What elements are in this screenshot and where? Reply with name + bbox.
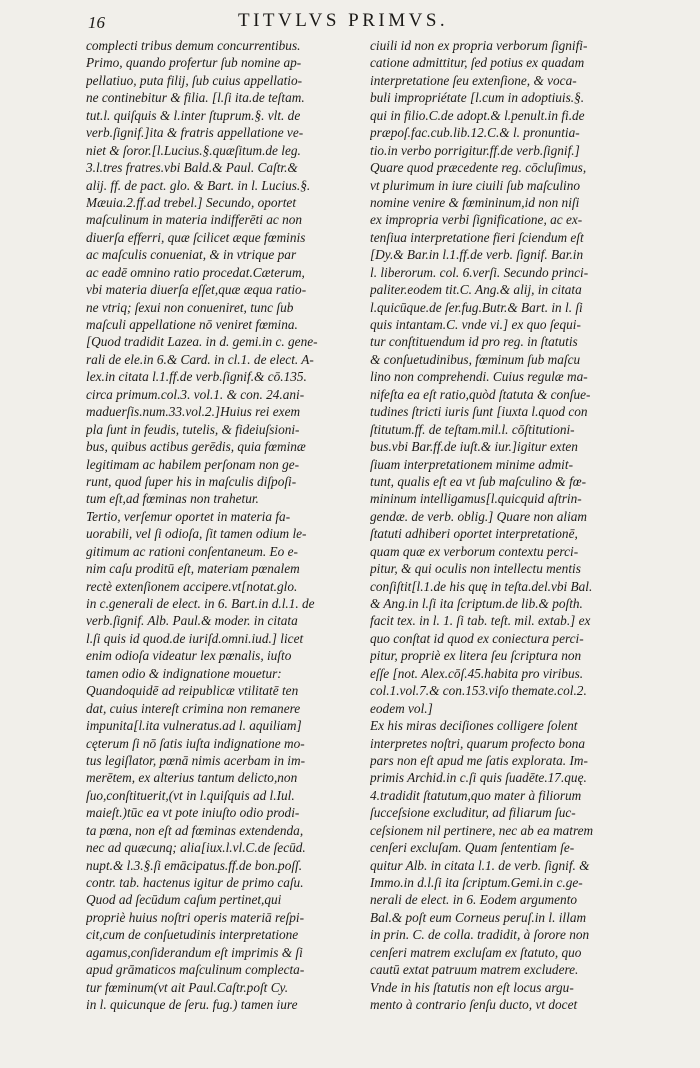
text-line: qui in filio.C.de adopt.& l.penult.in fi.de: [370, 107, 585, 123]
text-line: nupt.& l.3.§.ſi emācipatus.ff.de bon.poſſ.: [86, 857, 303, 873]
text-line: lex.in citata l.1.ff.de verb.ſignif.& cō.135.: [86, 369, 307, 385]
text-line: pla ſunt in feudis, tutelis, & fideiuſsioni-: [86, 421, 300, 437]
text-line: nifeſta ea eſt ratio,quòd ſtatuta & conſue-: [370, 386, 591, 402]
text-line: nim caſu proditū eſt, materiam pœnalem: [86, 561, 300, 577]
text-line: cautū extat patruum matrem excludere.: [370, 962, 579, 978]
text-line: circa primum.col.3. vol.1. & con. 24.ani-: [86, 386, 305, 402]
text-line: ſucceſsione excluditur, ad filiarum ſuc-: [370, 805, 576, 821]
text-line: tur conſtituendum id pro reg. in ſtatutis: [370, 334, 578, 350]
text-line: ex impropria verbi ſignificatione, ac ex-: [370, 212, 583, 228]
text-line: ciuili id non ex propria verborum ſignifi-: [370, 38, 588, 53]
text-line: buli impropriétate [l.cum in adoptiuis.§.: [370, 90, 585, 106]
text-line: cęterum ſi nō ſatis iuſta indignatione mo-: [86, 735, 305, 751]
text-line: l.quicūque.de ſer.fug.Butr.& Bart. in l. ſi: [370, 299, 583, 315]
text-line: contr. tab. hactenus igitur de primo caſu.: [86, 875, 304, 890]
text-line: præpoſ.fac.cub.lib.12.C.& l. pronuntia-: [370, 125, 580, 141]
text-line: in c.generali de elect. in 6. Bart.in d.l.1. de: [86, 596, 315, 611]
text-line: diuerſa efferri, quæ ſcilicet æque fœminis: [86, 229, 306, 245]
text-line: runt, quod ſuper his in maſculis diſpoſi-: [86, 473, 297, 489]
text-line: catione admittitur, ſed potius ex quadam: [370, 55, 585, 71]
text-line: quis intantam.C. vnde vi.] ex quo ſequi-: [370, 317, 581, 332]
text-line: Mæuia.2.ff.ad trebel.] Secundo, oportet: [86, 194, 297, 210]
text-line: maſculinum in materia indifferēti ac non: [86, 212, 303, 228]
text-line: Primo, quando profertur ſub nomine ap-: [86, 55, 302, 71]
right-text-column: [370, 37, 645, 1014]
text-line: bus, quibus actibus gerēdis, quia fœminæ: [86, 439, 306, 455]
text-line: tudines ſtricti iuris ſunt [iuxta l.quod con: [370, 404, 588, 420]
text-line: Quandoquidē ad reipublicæ vtilitatē ten: [86, 683, 299, 699]
page-number: 16: [88, 13, 105, 32]
text-line: quitur Alb. in citata l.1. de verb. ſignif. &: [370, 857, 590, 873]
text-line: ne continebitur & filia. [l.ſi ita.de teſtam.: [86, 90, 305, 106]
text-line: pars non eſt apud me ſatis explorata. Im-: [370, 752, 588, 768]
text-line: interpretatione ſeu extenſione, & voca-: [370, 72, 577, 88]
text-line: maduerſis.num.33.vol.2.]Huius rei exem: [86, 404, 301, 420]
text-line: ac maſculis conueniat, & in vtrique par: [86, 247, 297, 263]
text-line: lino non comprehendi. Cuius regulæ ma-: [370, 369, 588, 385]
text-line: Tertio, verſemur oportet in materia fa-: [86, 508, 291, 524]
text-line: & conſuetudinibus, fœminum ſub maſcu: [370, 351, 581, 367]
text-line: l. liberorum. col. 6.verſi. Secundo princi-: [370, 264, 589, 280]
text-line: verb.ſignif. Alb. Paul.& moder. in citata: [86, 613, 298, 629]
text-line: interpretes noſtri, quarum profecto bona: [370, 735, 586, 751]
text-line: alij. ff. de pact. glo. & Bart. in l. Lucius.§.: [86, 177, 311, 193]
text-line: legitimam ac habilem perſonam non ge-: [86, 456, 300, 472]
text-line: tum eſt,ad fœminas non trahetur.: [86, 491, 259, 507]
text-line: facit tex. in l. 1. ſi tab. teſt. mil. extab.] ex: [370, 613, 591, 629]
text-line: enim odioſa videatur lex pœnalis, iuſto: [86, 648, 292, 664]
running-title: TITVLVS PRIMVS.: [238, 10, 449, 31]
text-line: ac eadē omnino ratio procedat.Cæterum,: [86, 264, 305, 280]
text-line: gendæ. de verb. oblig.] Quare non aliam: [370, 508, 588, 524]
text-line: Quare quod præcedente reg. cōcluſimus,: [370, 160, 587, 176]
text-line: pitur, & qui oculis non intellectu mentis: [370, 561, 581, 577]
text-line: [Dy.& Bar.in l.1.ff.de verb. ſignif. Bar.in: [370, 247, 584, 263]
text-line: [Quod tradidit Lazea. in d. gemi.in c. gene-: [86, 334, 318, 350]
text-line: quam quæ ex verborum contextu perci-: [370, 543, 579, 559]
text-line: col.1.vol.7.& con.153.viſo themate.col.2.: [370, 683, 587, 699]
text-line: pitur, propriè ex litera ſeu ſcriptura non: [370, 648, 582, 664]
text-line: in l. quicunque de ſeru. fug.) tamen iure: [86, 997, 298, 1013]
text-line: 3.l.tres fratres.vbi Bald.& Paul. Caſtr.&: [86, 160, 298, 176]
text-line: impunita[l.ita vulneratus.ad l. aquiliam]: [86, 718, 302, 734]
text-line: mininum intelligamus[l.quicquid aſtrin-: [370, 491, 582, 507]
text-line: bus.vbi Bar.ff.de iuſt.& iur.]igitur exten: [370, 439, 578, 455]
text-line: apud grāmaticos maſculinum complecta-: [86, 962, 305, 978]
text-line: maſculi appellatione nō veniret fœmina.: [86, 317, 298, 332]
page-header: [0, 10, 700, 38]
text-line: l.ſi quis id quod.de iuriſd.omni.iud.] licet: [86, 630, 304, 646]
text-line: pellatiuo, puta filij, ſub cuius appellatio-: [86, 72, 303, 88]
text-line: Immo.in d.l.ſi ita ſcriptum.Gemi.in c.ge-: [370, 875, 583, 890]
text-line: conſiſtit[l.1.de his quę in teſta.del.vbi Bal.: [370, 578, 593, 594]
text-line: ſiuam interpretationem minime admit-: [370, 456, 573, 472]
text-line: eſſe [not. Alex.cōſ.45.habita pro viribus.: [370, 665, 584, 681]
text-line: Quod ad ſecūdum caſum pertinet,qui: [86, 892, 282, 908]
text-line: Ex his miras deciſiones colligere ſolent: [370, 718, 578, 734]
left-text-column: [86, 37, 361, 1014]
text-line: ceſsionem nil pertinere, nec ab ea matrem: [370, 822, 594, 838]
text-line: quo conſtat id quod ex coniectura perci-: [370, 630, 584, 646]
text-line: eodem vol.]: [370, 700, 433, 716]
text-line: cenſeri matrem excluſam ex ſtatuto, quo: [370, 944, 582, 960]
text-line: merētem, ex alterius tantum delicto,non: [86, 770, 298, 786]
text-line: tenſiua interpretatione fieri ſciendum eſt: [370, 229, 584, 245]
text-line: mento à contrario ſenſu ducto, vt docet: [370, 997, 578, 1013]
text-line: Bal.& poſt eum Corneus peruſ.in l. illam: [370, 909, 587, 925]
text-line: nec ad quæcunq; alia[iux.l.vl.C.de ſecūd.: [86, 840, 306, 856]
text-line: nerali de elect. in 6. Eodem argumento: [370, 892, 578, 908]
text-line: vt plurimum in iure ciuili ſub maſculino: [370, 177, 581, 193]
text-line: agamus,conſiderandum eſt imprimis & ſi: [86, 944, 303, 960]
text-line: gitimum ac rationi conſentaneum. Eo e-: [86, 543, 298, 559]
text-line: rali de ele.in 6.& Card. in cl.1. de elect. A-: [86, 351, 314, 367]
text-line: Vnde in his ſtatutis non eſt locus argu-: [370, 979, 574, 995]
text-line: & Ang.in l.ſi ita ſcriptum.de lib.& poſth.: [370, 596, 583, 611]
text-line: primis Archid.in c.ſi quis ſuadēte.17.quę.: [370, 770, 587, 786]
text-line: tut.l. quiſquis & l.inter ſtuprum.§. vlt. de: [86, 107, 301, 123]
text-line: propriè huius noſtri operis materiā reſpi-: [86, 909, 305, 925]
text-line: tur fœminum(vt ait Paul.Caſtr.poſt Cy.: [86, 979, 289, 995]
text-line: complecti tribus demum concurrentibus.: [86, 38, 301, 53]
text-line: uorabili, vel ſi odioſa, ſit tamen odium le-: [86, 526, 307, 542]
text-line: tunt, qualis eſt ea vt ſub maſculino & fœ-: [370, 473, 587, 489]
text-line: 4.tradidit ſtatutum,quo mater à filiorum: [370, 787, 582, 803]
text-line: rectè extenſionem accipere.vt[notat.glo.: [86, 578, 298, 594]
text-line: tio.in verbo porrigitur.ff.de verb.ſignif.]: [370, 142, 580, 158]
text-line: ta pœna, non eſt ad fœminas extendenda,: [86, 822, 304, 838]
text-line: maieſt.)tūc ea vt pote iniuſto odio prodi-: [86, 805, 300, 821]
text-line: vbi materia diuerſa eſſet,quæ æqua ratio-: [86, 282, 307, 298]
text-line: tus legiſlator, pœnā nimis acerbam in im-: [86, 752, 306, 768]
text-line: cenſeri excluſam. Quam ſententiam ſe-: [370, 840, 575, 856]
text-line: ſuo,conſtituerit,(vt in l.quiſquis ad l.Iul.: [86, 787, 295, 803]
text-line: tamen odio & indignatione mouetur:: [86, 665, 282, 681]
text-line: ne vtriq; ſexui non conueniret, tunc ſub: [86, 299, 294, 315]
text-line: ſtatuti adhiberi oportet interpretationē,: [370, 526, 578, 542]
text-line: verb.ſignif.]ita & fratris appellatione ve-: [86, 125, 304, 141]
text-line: paliter.eodem tit.C. Ang.& alij, in citata: [370, 282, 582, 298]
text-line: nomine venire & fœmininum,id non niſi: [370, 194, 580, 210]
text-line: dat, cuius intereſt crimina non remanere: [86, 700, 301, 716]
text-line: niet & ſoror.[l.Lucius.§.quæſitum.de leg.: [86, 142, 301, 158]
text-line: ſtitutum.ff. de teſtam.mil.l. cōſtitutioni-: [370, 421, 575, 437]
text-line: cit,cum de conſuetudinis interpretatione: [86, 927, 299, 943]
text-line: in prin. C. de colla. tradidit, à ſorore non: [370, 927, 590, 943]
